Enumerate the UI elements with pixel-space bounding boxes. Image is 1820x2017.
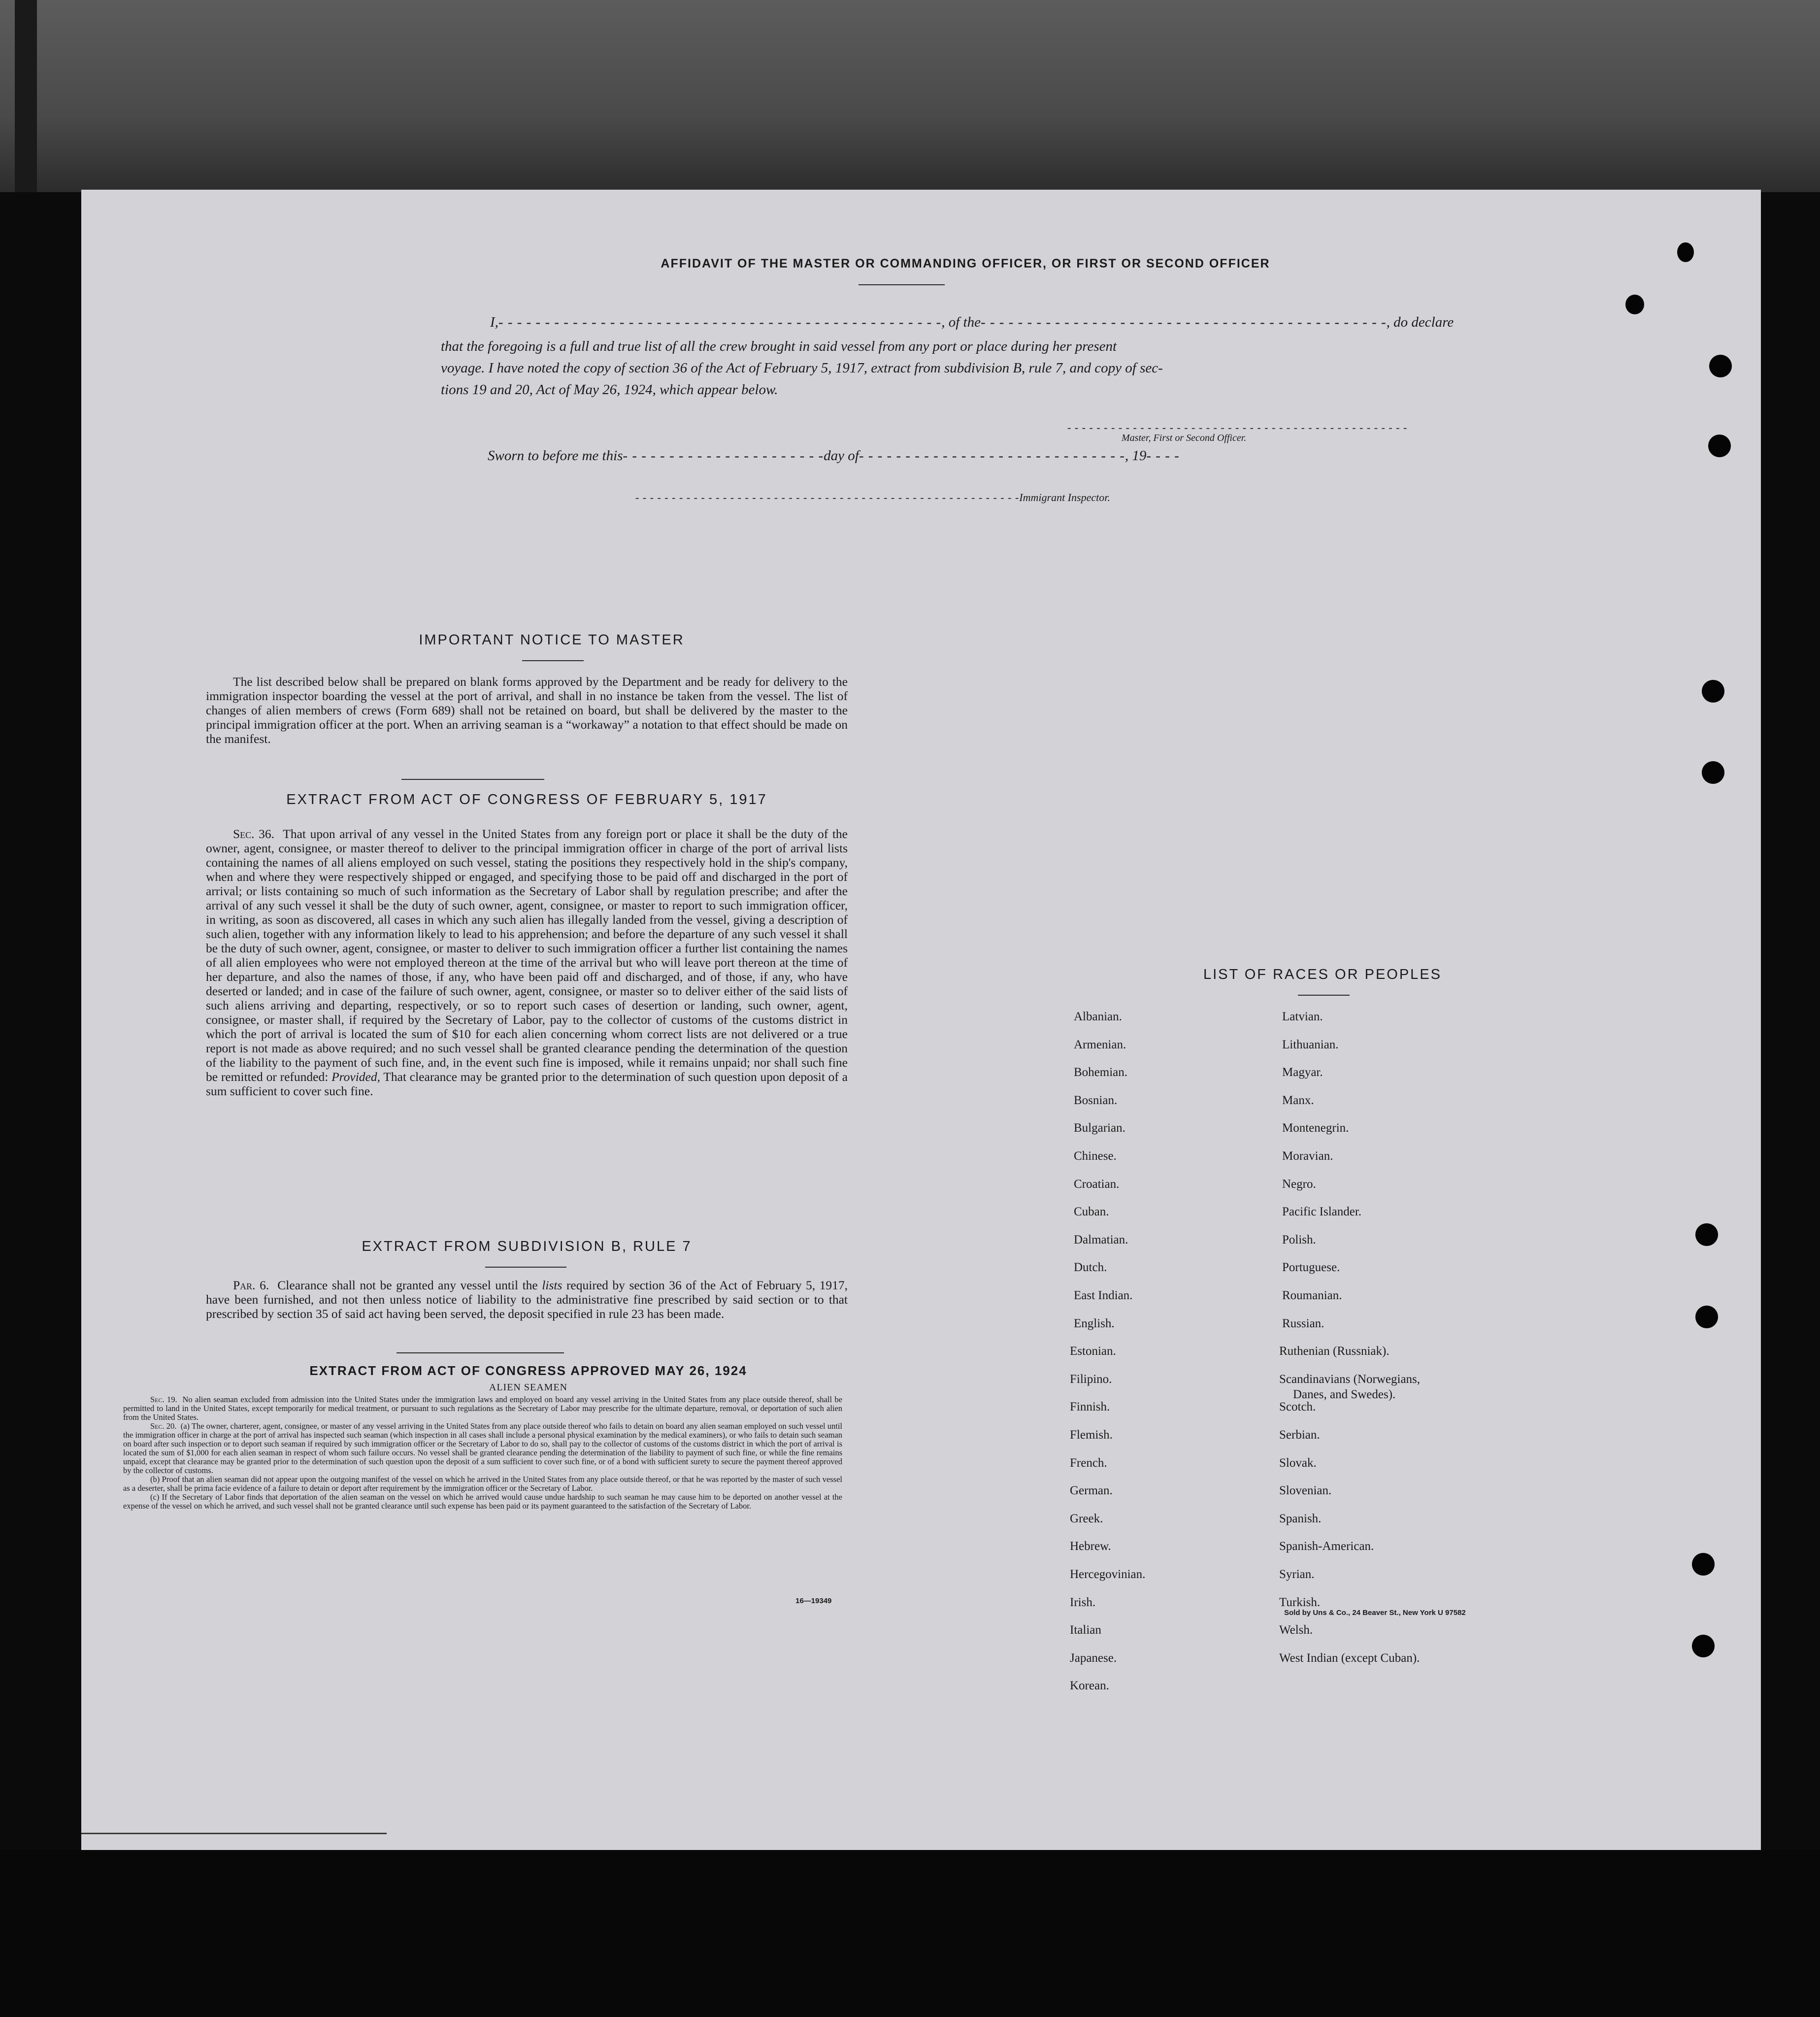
race-item: Scandinavians (Norwegians, — [1279, 1372, 1421, 1386]
alien-seamen-subtitle: ALIEN SEAMEN — [489, 1382, 568, 1393]
sworn-text: Sworn to before me this — [488, 448, 623, 464]
race-item: Danes, and Swedes). — [1293, 1387, 1396, 1401]
race-item: Estonian. — [1070, 1345, 1116, 1358]
race-item: Dalmatian. — [1074, 1233, 1128, 1246]
affidavit-line3: voyage. I have noted the copy of section 36 of the Act of February 5, 1917, extract from subdivision B, rule 7, and copy of sec- — [441, 360, 1163, 376]
act-1924-body — [123, 1395, 842, 1511]
race-item: German. — [1070, 1484, 1113, 1498]
notice-end-divider — [401, 779, 544, 780]
bottom-margin-mark — [81, 1833, 387, 1834]
sec-20c-text: (c) If the Secretary of Labor finds that deportation of the alien seaman on the vessel on which he arrived would cause undue hardship to such seaman he may cause him to be deported on another vessel at the expense of the vessel on which he arrived, and such vessel shall not be granted clearance until such expense has been paid or its payment guaranteed to the satisfaction of the Secretary of Labor. — [123, 1492, 842, 1511]
notice-title: IMPORTANT NOTICE TO MASTER — [419, 632, 685, 648]
race-item: Hercegovinian. — [1070, 1568, 1146, 1581]
punch-hole — [1677, 242, 1694, 262]
proviso-text: That clearance may be granted prior to the determination of such question upon deposit of a sum sufficient to cover such fine. — [206, 1070, 848, 1098]
par-6-label: Par. 6. — [233, 1278, 269, 1292]
race-item: Serbian. — [1279, 1428, 1320, 1442]
affidavit-line1 — [490, 314, 1454, 331]
affidavit-do-declare: , do declare — [1386, 314, 1454, 330]
race-item: Spanish-American. — [1279, 1540, 1374, 1553]
scan-background-bottom — [0, 1850, 1820, 2017]
race-item: Greek. — [1070, 1512, 1103, 1525]
race-item: Hebrew. — [1070, 1540, 1111, 1553]
race-item: Latvian. — [1282, 1010, 1323, 1023]
punch-hole — [1702, 680, 1724, 703]
rule7-end-divider — [397, 1352, 564, 1353]
race-item: Cuban. — [1074, 1205, 1109, 1219]
day-blank: - - - - - - - - - - - - - - - - - - - - - - — [623, 448, 824, 464]
sec-20-label: Sec. 20. — [150, 1421, 177, 1431]
rule7-divider — [485, 1267, 566, 1268]
year-blank: - - - - — [1146, 448, 1180, 464]
punch-hole — [1695, 1223, 1718, 1246]
race-item: Syrian. — [1279, 1568, 1315, 1581]
races-divider — [1298, 995, 1350, 996]
race-item: Croatian. — [1074, 1177, 1120, 1191]
sworn-day-of: day of — [824, 448, 859, 464]
race-item: Negro. — [1282, 1177, 1316, 1191]
race-item: French. — [1070, 1456, 1107, 1470]
section-36-label: Sec. 36. — [233, 827, 275, 841]
race-item: Pacific Islander. — [1282, 1205, 1362, 1219]
punch-hole — [1708, 435, 1731, 457]
punch-hole — [1692, 1553, 1715, 1576]
race-item: Flemish. — [1070, 1428, 1113, 1442]
punch-hole — [1709, 355, 1732, 377]
race-item: East Indian. — [1074, 1289, 1133, 1302]
race-item: Welsh. — [1279, 1623, 1313, 1637]
race-item: Manx. — [1282, 1093, 1314, 1107]
race-item: Chinese. — [1074, 1149, 1117, 1163]
race-item: Portuguese. — [1282, 1261, 1340, 1275]
punch-hole — [1692, 1635, 1715, 1657]
sec-19-label: Sec. 19. — [150, 1395, 177, 1404]
punch-hole — [1625, 295, 1644, 314]
notice-text: The list described below shall be prepared on blank forms approved by the Department and be ready for delivery to the immigration inspector boarding the vessel at the port of arrival, and shall in no instance be taken from the vessel. The list of changes of alien members of crews (Form 689) shall not be retained on board, but shall be delivered by the master to the principal immigration officer at the port. When an arriving seaman is a “workaway” a notation to that effect should be made on the manifest. — [206, 674, 848, 746]
race-item: Bulgarian. — [1074, 1121, 1125, 1135]
race-item: Spanish. — [1279, 1512, 1322, 1525]
sworn-line — [488, 448, 1180, 464]
race-item: Roumanian. — [1282, 1289, 1342, 1302]
race-item: Magyar. — [1282, 1066, 1323, 1079]
act-1924-title: EXTRACT FROM ACT OF CONGRESS APPROVED MAY 26, 1924 — [309, 1363, 747, 1378]
vessel-blank: - - - - - - - - - - - - - - - - - - - - - - - - - - - - - - - - - - - - - - - - - - - - — [980, 314, 1387, 330]
race-item: Bohemian. — [1074, 1066, 1128, 1079]
inspector-label: Immigrant Inspector. — [1019, 491, 1110, 504]
race-item: Italian — [1070, 1623, 1101, 1637]
par-6-text-a: Clearance shall not be granted any vessel until the — [277, 1278, 538, 1292]
race-item: Slovenian. — [1279, 1484, 1332, 1498]
race-item: Slovak. — [1279, 1456, 1317, 1470]
race-item: Montenegrin. — [1282, 1121, 1349, 1135]
race-item: Dutch. — [1074, 1261, 1107, 1275]
rule7-paragraph — [206, 1278, 848, 1321]
sec-20a-text: (a) The owner, charterer, agent, consignee, or master of any vessel arriving in the United States from any place outside thereof who fails to detain on board any alien seaman employed on such vessel until the immigration officer in charge at the port of arrival has inspected such seaman (which inspection in all cases shall include a personal physical examination by the medical examiners), or who fails to detain such seaman on board after such inspection or to deport such seaman if required by such immigration officer or the Secretary of Labor to do so, shall pay to the collector of customs of the customs district in which the port of arrival is located the sum of $1,000 for each alien seaman in respect of whom such failure occurs. No vessel shall be granted clearance pending the determination of the liability to payment of such fine, or while the fine remains unpaid, except that clearance may be granted prior to the determination of such question upon the deposit of a sum sufficient to cover such fine, or of a bond with sufficient surety to secure the payment thereof approved by the collector of customs. — [123, 1421, 843, 1475]
sec-20b-text: (b) Proof that an alien seaman did not appear upon the outgoing manifest of the vessel on which he arrived in the United States from any place outside thereof, or that he was reported by the master of such vessel as a deserter, shall be prima facie evidence of a failure to detain or deport after requirement by the immigration officer or the Secretary of Labor. — [123, 1475, 842, 1493]
affidavit-I: I, — [490, 314, 498, 330]
race-item: Lithuanian. — [1282, 1038, 1339, 1051]
notice-divider — [522, 660, 584, 661]
race-item: Turkish. — [1279, 1595, 1321, 1609]
sec-19-text: No alien seaman excluded from admission into the United States under the immigration laws and employed on board any vessel arriving in the United States from any place outside thereof, shall be permitted to land in the United States, except temporarily for medical treatment, or pursuant to such regulations as the Secretary of Labor may prescribe for the ultimate departure, removal, or deportation of such alien from the United States. — [123, 1395, 843, 1422]
race-item: Polish. — [1282, 1233, 1316, 1246]
inspector-line — [635, 491, 1110, 504]
affidavit-line4: tions 19 and 20, Act of May 26, 1924, which appear below. — [441, 382, 778, 398]
section-36-paragraph — [206, 827, 848, 1098]
scan-background-top — [0, 0, 1820, 192]
document-page — [81, 190, 1761, 1850]
title-divider — [859, 284, 945, 285]
race-item: English. — [1074, 1316, 1115, 1330]
races-title: LIST OF RACES OR PEOPLES — [1203, 967, 1442, 982]
affidavit-line2: that the foregoing is a full and true list of all the crew brought in said vessel from any port or place during her present — [441, 338, 1117, 354]
rule7-title: EXTRACT FROM SUBDIVISION B, RULE 7 — [362, 1239, 692, 1254]
punch-hole — [1695, 1306, 1718, 1328]
race-item: Albanian. — [1074, 1010, 1122, 1023]
race-item: Scotch. — [1279, 1400, 1316, 1414]
race-item: Irish. — [1070, 1595, 1096, 1609]
race-item: West Indian (except Cuban). — [1279, 1651, 1420, 1665]
month-blank: - - - - - - - - - - - - - - - - - - - - - - - - - - - - - — [859, 448, 1125, 464]
race-item: Ruthenian (Russniak). — [1279, 1345, 1390, 1358]
race-item: Russian. — [1282, 1316, 1324, 1330]
name-blank: - - - - - - - - - - - - - - - - - - - - - - - - - - - - - - - - - - - - - - - - - - - - - - - - — [498, 314, 942, 330]
race-item: Japanese. — [1070, 1651, 1117, 1665]
race-item: Bosnian. — [1074, 1093, 1118, 1107]
master-signature-line: - - - - - - - - - - - - - - - - - - - - - - - - - - - - - - - - - - - - - - - - - - - - - - - — [1067, 421, 1408, 434]
extract-1917-title: EXTRACT FROM ACT OF CONGRESS OF FEBRUARY 5, 1917 — [286, 792, 767, 807]
affidavit-of-the: , of the — [941, 314, 981, 330]
sworn-year: , 19 — [1125, 448, 1147, 464]
master-signature-label: Master, First or Second Officer. — [1122, 433, 1247, 443]
par-6-text-b: required by section 36 of the Act of February 5, 1917, have been furnished, and not then unless notice of liability to the administrative fine prescribed by said section or to that prescribed by section 35 of said act having been served, the deposit specified in rule 23 has been made. — [206, 1278, 848, 1321]
race-item: Armenian. — [1074, 1038, 1126, 1051]
lists-word: lists — [542, 1278, 563, 1292]
race-item: Moravian. — [1282, 1149, 1333, 1163]
scan-edge-band — [15, 0, 37, 192]
race-item: Filipino. — [1070, 1372, 1112, 1386]
race-item: Finnish. — [1070, 1400, 1110, 1414]
proviso-label: Provided, — [331, 1070, 380, 1084]
punch-hole — [1702, 761, 1724, 784]
section-36-text: That upon arrival of any vessel in the United States from any foreign port or place it shall be the duty of the owner, agent, consignee, or master thereof to deliver to the principal immigration officer in charge of the port of arrival lists containing the names of all aliens employed on such vessel, stating the positions they respectively hold in the ship's company, when and where they were respectively shipped or engaged, and specifying those to be paid off and discharged in the port of arrival; or lists containing so much of such information as the Secretary of Labor shall by regulation prescribe; and after the arrival of any such vessel it shall be the duty of such owner, agent, consignee, or master to report to such immigration officer, in writing, as soon as discovered, all cases in which any such alien has illegally landed from the vessel, giving a description of such alien, together with any information likely to lead to his apprehension; and before the departure of any such vessel it shall be the duty of such owner, agent, consignee, or master to deliver to such immigration officer a further list containing the names of all alien employees who were not employed thereon at the time of the arrival but who will leave port thereon at the time of her departure, and also the names of those, if any, who have been paid off and discharged, and of those, if any, who have deserted or landed; and in case of the failure of such owner, agent, consignee, or master so to deliver either of the said lists of such aliens arriving and departing, respectively, or so to report such cases of desertion or landing, such owner, agent, consignee, or master shall, if required by the Secretary of Labor, pay to the collector of customs of the customs district in which the port of arrival is located the sum of $10 for each alien concerning whom correct lists are not delivered or a true report is not made as above required; and no such vessel shall be granted clearance pending the determination of the question of the liability to the payment of such fine, and, in the event such fine is imposed, while it remains unpaid; nor shall such fine be remitted or refunded: — [206, 827, 848, 1084]
printer-imprint: Sold by Uns & Co., 24 Beaver St., New York U 97582 — [1284, 1609, 1466, 1617]
form-number: 16—19349 — [795, 1597, 832, 1605]
affidavit-title: AFFIDAVIT OF THE MASTER OR COMMANDING OFFICER, OR FIRST OR SECOND OFFICER — [661, 257, 1270, 270]
race-item: Korean. — [1070, 1679, 1109, 1693]
notice-paragraph — [206, 674, 848, 746]
inspector-signature-blank: - - - - - - - - - - - - - - - - - - - - - - - - - - - - - - - - - - - - - - - - - - - - - - - - - - - - - — [635, 491, 1020, 504]
